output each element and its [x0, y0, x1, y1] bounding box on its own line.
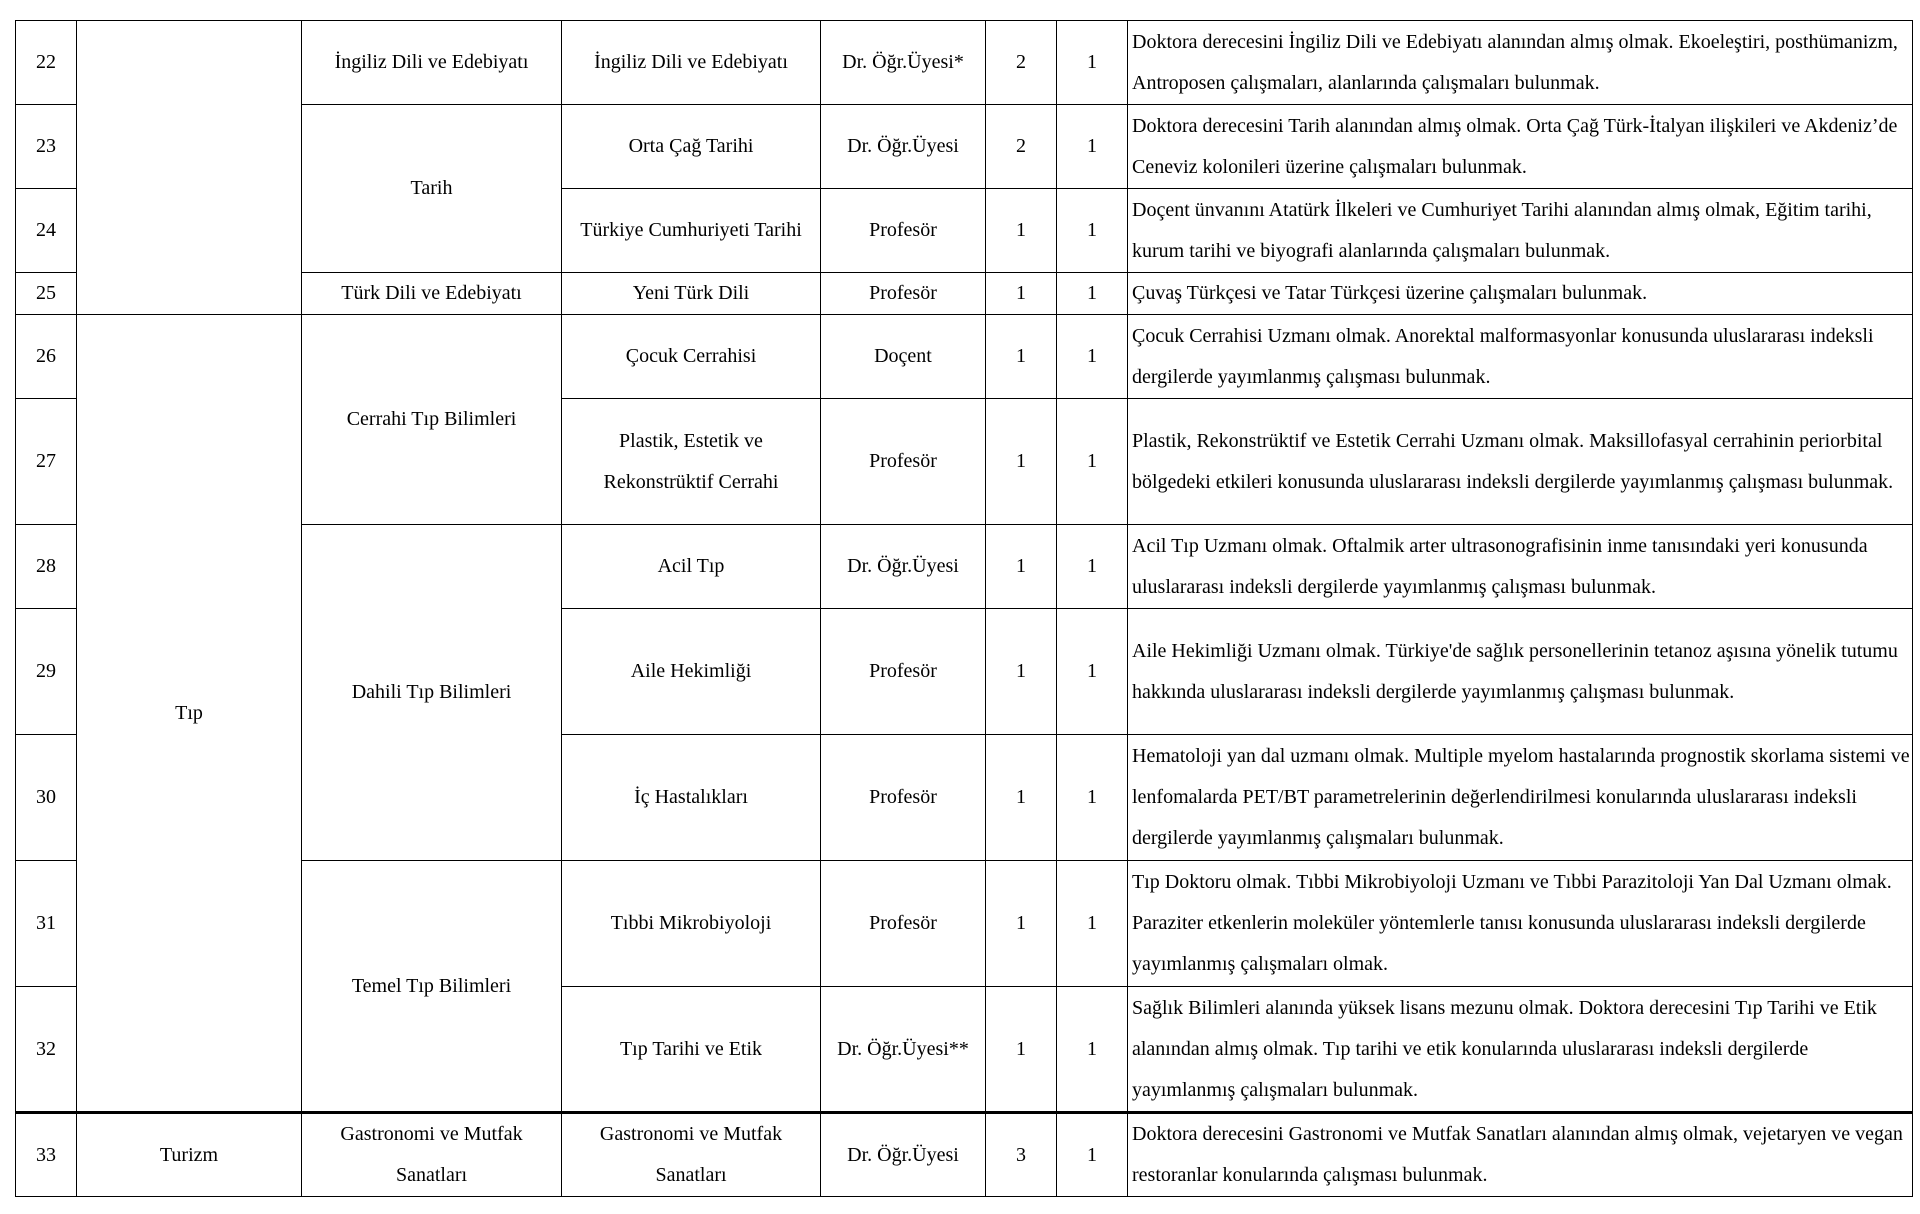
level-cell: 1: [1057, 189, 1128, 273]
level-cell: 1: [1057, 273, 1128, 315]
title-cell: Profesör: [821, 399, 986, 525]
description-cell: Doktora derecesini İngiliz Dili ve Edebiyatı alanından almış olmak. Ekoeleştiri, posthümanizm, Antroposen çalışmaları, alanlarında çalışmaları bulunmak.: [1128, 21, 1913, 105]
count-cell: 1: [986, 189, 1057, 273]
field-cell: Orta Çağ Tarihi: [562, 105, 821, 189]
level-cell: 1: [1057, 315, 1128, 399]
level-cell: 1: [1057, 399, 1128, 525]
count-cell: 1: [986, 735, 1057, 861]
count-cell: 1: [986, 861, 1057, 987]
count-cell: 1: [986, 315, 1057, 399]
field-cell: Yeni Türk Dili: [562, 273, 821, 315]
staff-positions-table: [15, 20, 1913, 1197]
title-cell: Profesör: [821, 609, 986, 735]
title-cell: Profesör: [821, 861, 986, 987]
row-number: 27: [16, 399, 77, 525]
description-cell: Çuvaş Türkçesi ve Tatar Türkçesi üzerine çalışmaları bulunmak.: [1128, 273, 1913, 315]
row-number: 32: [16, 987, 77, 1113]
description-cell: Doktora derecesini Tarih alanından almış olmak. Orta Çağ Türk-İtalyan ilişkileri ve Akdeniz’de Ceneviz kolonileri üzerine çalışmaları bulunmak.: [1128, 105, 1913, 189]
description-cell: Tıp Doktoru olmak. Tıbbi Mikrobiyoloji Uzmanı ve Tıbbi Parazitoloji Yan Dal Uzmanı olmak. Paraziter etkenlerin moleküler yöntemlerle tanısı konusunda uluslararası indeksli dergilerde yayımlanmış çalışmaları olmak.: [1128, 861, 1913, 987]
title-cell: Profesör: [821, 189, 986, 273]
description-cell: Aile Hekimliği Uzmanı olmak. Türkiye'de sağlık personellerinin tetanoz aşısına yönelik tutumu hakkında uluslararası indeksli dergilerde yayımlanmış çalışması bulunmak.: [1128, 609, 1913, 735]
title-cell: Dr. Öğr.Üyesi: [821, 105, 986, 189]
field-cell: Türkiye Cumhuriyeti Tarihi: [562, 189, 821, 273]
title-cell: Dr. Öğr.Üyesi: [821, 525, 986, 609]
department-cell: Temel Tıp Bilimleri: [302, 861, 562, 1113]
count-cell: 1: [986, 525, 1057, 609]
title-cell: Profesör: [821, 735, 986, 861]
row-number: 31: [16, 861, 77, 987]
faculty-cell: [77, 21, 302, 315]
title-cell: Dr. Öğr.Üyesi*: [821, 21, 986, 105]
row-number: 29: [16, 609, 77, 735]
table-row: [16, 21, 1913, 105]
department-cell: Türk Dili ve Edebiyatı: [302, 273, 562, 315]
field-cell: İç Hastalıkları: [562, 735, 821, 861]
level-cell: 1: [1057, 987, 1128, 1113]
field-cell: İngiliz Dili ve Edebiyatı: [562, 21, 821, 105]
row-number: 24: [16, 189, 77, 273]
title-cell: Profesör: [821, 273, 986, 315]
count-cell: 1: [986, 399, 1057, 525]
department-cell: Tarih: [302, 105, 562, 273]
field-cell: Acil Tıp: [562, 525, 821, 609]
count-cell: 3: [986, 1113, 1057, 1197]
row-number: 23: [16, 105, 77, 189]
row-number: 22: [16, 21, 77, 105]
table-row: [16, 1113, 1913, 1197]
faculty-cell: Turizm: [77, 1113, 302, 1197]
count-cell: 1: [986, 609, 1057, 735]
description-cell: Doktora derecesini Gastronomi ve Mutfak Sanatları alanından almış olmak, vejetaryen ve vegan restoranlar konularında çalışması bulunmak.: [1128, 1113, 1913, 1197]
description-cell: Plastik, Rekonstrüktif ve Estetik Cerrahi Uzmanı olmak. Maksillofasyal cerrahinin periorbital bölgedeki etkileri konusunda uluslararası indeksli dergilerde yayımlanmış çalışması bulunmak.: [1128, 399, 1913, 525]
title-cell: Dr. Öğr.Üyesi**: [821, 987, 986, 1113]
title-cell: Doçent: [821, 315, 986, 399]
description-cell: Acil Tıp Uzmanı olmak. Oftalmik arter ultrasonografisinin inme tanısındaki yeri konusunda uluslararası indeksli dergilerde yayımlanmış çalışması bulunmak.: [1128, 525, 1913, 609]
description-cell: Doçent ünvanını Atatürk İlkeleri ve Cumhuriyet Tarihi alanından almış olmak, Eğitim tarihi, kurum tarihi ve biyografi alanlarında çalışmaları bulunmak.: [1128, 189, 1913, 273]
department-cell: Cerrahi Tıp Bilimleri: [302, 315, 562, 525]
document-page: [15, 20, 1912, 1197]
table-row: [16, 315, 1913, 399]
level-cell: 1: [1057, 525, 1128, 609]
level-cell: 1: [1057, 1113, 1128, 1197]
field-cell: Gastronomi ve Mutfak Sanatları: [562, 1113, 821, 1197]
title-cell: Dr. Öğr.Üyesi: [821, 1113, 986, 1197]
row-number: 28: [16, 525, 77, 609]
description-cell: Hematoloji yan dal uzmanı olmak. Multiple myelom hastalarında prognostik skorlama sistemi ve lenfomalarda PET/BT parametrelerinin değerlendirilmesi konularında uluslararası indeksli dergilerde yayımlanmış çalışmaları bulunmak.: [1128, 735, 1913, 861]
faculty-cell: Tıp: [77, 315, 302, 1113]
level-cell: 1: [1057, 21, 1128, 105]
field-cell: Tıbbi Mikrobiyoloji: [562, 861, 821, 987]
department-cell: İngiliz Dili ve Edebiyatı: [302, 21, 562, 105]
level-cell: 1: [1057, 735, 1128, 861]
field-cell: Tıp Tarihi ve Etik: [562, 987, 821, 1113]
description-cell: Sağlık Bilimleri alanında yüksek lisans mezunu olmak. Doktora derecesini Tıp Tarihi ve Etik alanından almış olmak. Tıp tarihi ve etik konularında uluslararası indeksli dergilerde yayımlanmış çalışmaları bulunmak.: [1128, 987, 1913, 1113]
count-cell: 2: [986, 21, 1057, 105]
count-cell: 1: [986, 273, 1057, 315]
description-cell: Çocuk Cerrahisi Uzmanı olmak. Anorektal malformasyonlar konusunda uluslararası indeksli dergilerde yayımlanmış çalışması bulunmak.: [1128, 315, 1913, 399]
level-cell: 1: [1057, 609, 1128, 735]
level-cell: 1: [1057, 105, 1128, 189]
count-cell: 1: [986, 987, 1057, 1113]
level-cell: 1: [1057, 861, 1128, 987]
field-cell: Aile Hekimliği: [562, 609, 821, 735]
department-cell: Gastronomi ve Mutfak Sanatları: [302, 1113, 562, 1197]
count-cell: 2: [986, 105, 1057, 189]
department-cell: Dahili Tıp Bilimleri: [302, 525, 562, 861]
row-number: 30: [16, 735, 77, 861]
field-cell: Plastik, Estetik ve Rekonstrüktif Cerrahi: [562, 399, 821, 525]
row-number: 26: [16, 315, 77, 399]
field-cell: Çocuk Cerrahisi: [562, 315, 821, 399]
row-number: 25: [16, 273, 77, 315]
row-number: 33: [16, 1113, 77, 1197]
